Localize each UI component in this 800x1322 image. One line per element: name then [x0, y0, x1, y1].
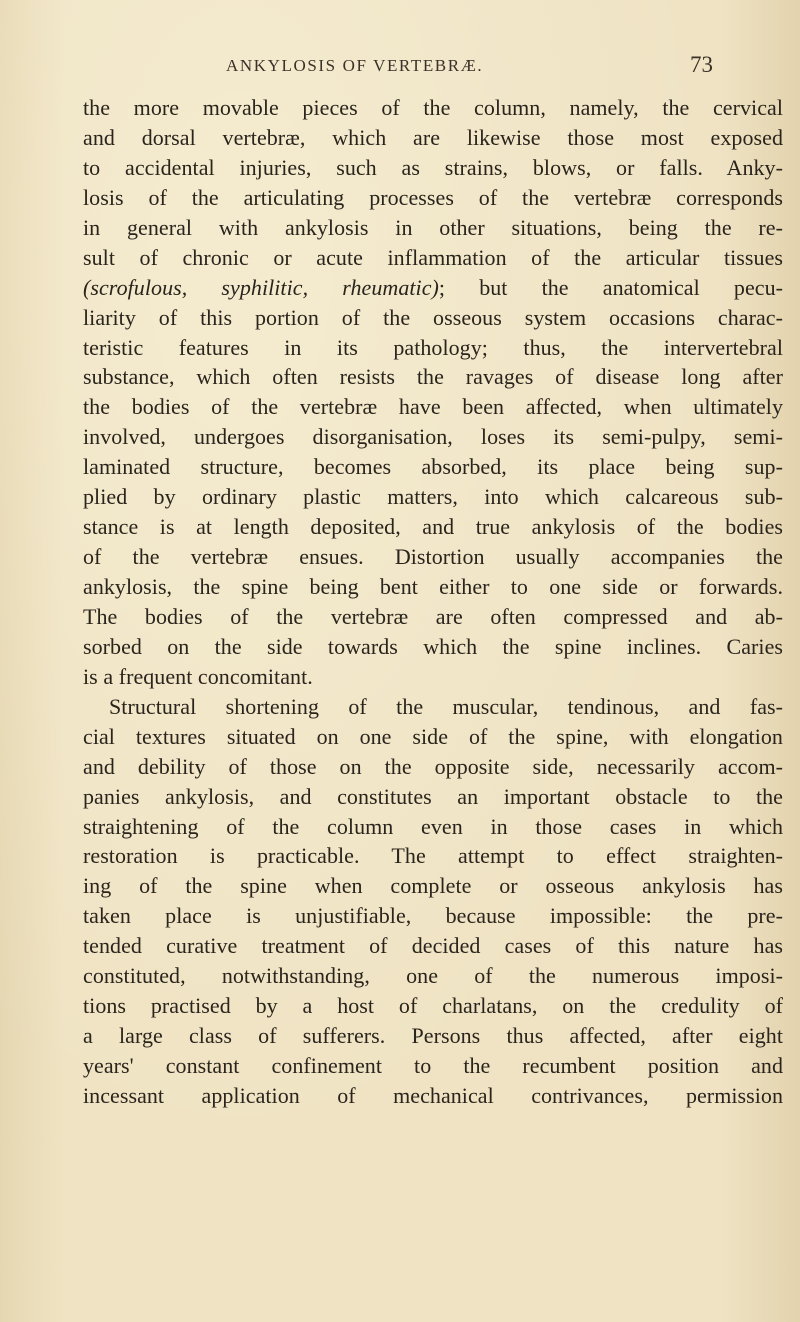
- text-line: losis of the articulating processes of the vertebræ corresponds: [83, 184, 783, 210]
- text-line: constituted, notwithstanding, one of the numerous imposi-: [83, 963, 783, 989]
- text-line: tended curative treatment of decided cases of this nature has: [83, 933, 783, 959]
- text-line: taken place is unjustifiable, because impossible: the pre-: [83, 903, 783, 929]
- text-line: liarity of this portion of the osseous system occasions charac-: [83, 304, 783, 330]
- text-line: panies ankylosis, and constitutes an important obstacle to the: [83, 783, 783, 809]
- text-line: Structural shortening of the muscular, tendinous, and fas-: [109, 693, 783, 719]
- text-line: teristic features in its pathology; thus, the intervertebral: [83, 334, 783, 360]
- text-line: stance is at length deposited, and true ankylosis of the bodies: [83, 514, 783, 540]
- text-line-italic-terms: [83, 273, 783, 303]
- text-line: sult of chronic or acute inflammation of the articular tissues: [83, 244, 783, 270]
- running-head: ANKYLOSIS OF VERTEBRÆ.: [226, 56, 484, 75]
- text-line: The bodies of the vertebræ are often compressed and ab-: [83, 603, 783, 629]
- body-text: [83, 93, 783, 1111]
- text-line: substance, which often resists the ravages of disease long after: [83, 364, 783, 390]
- text-line: straightening of the column even in those cases in which: [83, 813, 783, 839]
- text-line: and debility of those on the opposite side, necessarily accom-: [83, 753, 783, 779]
- page-number: 73: [690, 52, 713, 77]
- text-line: plied by ordinary plastic matters, into which calcareous sub-: [83, 484, 783, 510]
- text-line: the more movable pieces of the column, namely, the cervical: [83, 95, 783, 120]
- text-line: to accidental injuries, such as strains, blows, or falls. Anky-: [83, 154, 783, 180]
- text-line: involved, undergoes disorganisation, loses its semi-pulpy, semi-: [83, 424, 783, 450]
- text-line: tions practised by a host of charlatans, on the credulity of: [83, 993, 783, 1019]
- text-line: the bodies of the vertebræ have been affected, when ultimately: [83, 394, 783, 420]
- text-fragment: ; but the anatomical pecu-: [438, 274, 783, 300]
- text-line: incessant application of mechanical contrivances, permission: [83, 1082, 783, 1108]
- text-line: is a frequent concomitant.: [83, 663, 313, 689]
- text-line: of the vertebræ ensues. Distortion usually accompanies the: [83, 544, 783, 570]
- text-line: a large class of sufferers. Persons thus affected, after eight: [83, 1023, 783, 1049]
- text-line: cial textures situated on one side of the spine, with elongation: [83, 723, 783, 749]
- text-line: ing of the spine when complete or osseous ankylosis has: [83, 873, 783, 899]
- text-line: in general with ankylosis in other situations, being the re-: [83, 214, 783, 240]
- text-line: laminated structure, becomes absorbed, its place being sup-: [83, 454, 783, 480]
- page-header: [0, 52, 800, 82]
- italic-terms: (scrofulous, syphilitic, rheumatic): [83, 274, 439, 300]
- text-line: restoration is practicable. The attempt to effect straighten-: [83, 843, 783, 869]
- text-line: ankylosis, the spine being bent either to one side or forwards.: [83, 574, 783, 599]
- text-line: sorbed on the side towards which the spine inclines. Caries: [83, 633, 783, 659]
- text-line: and dorsal vertebræ, which are likewise those most exposed: [83, 124, 783, 150]
- text-line: years' constant confinement to the recumbent position and: [83, 1053, 783, 1078]
